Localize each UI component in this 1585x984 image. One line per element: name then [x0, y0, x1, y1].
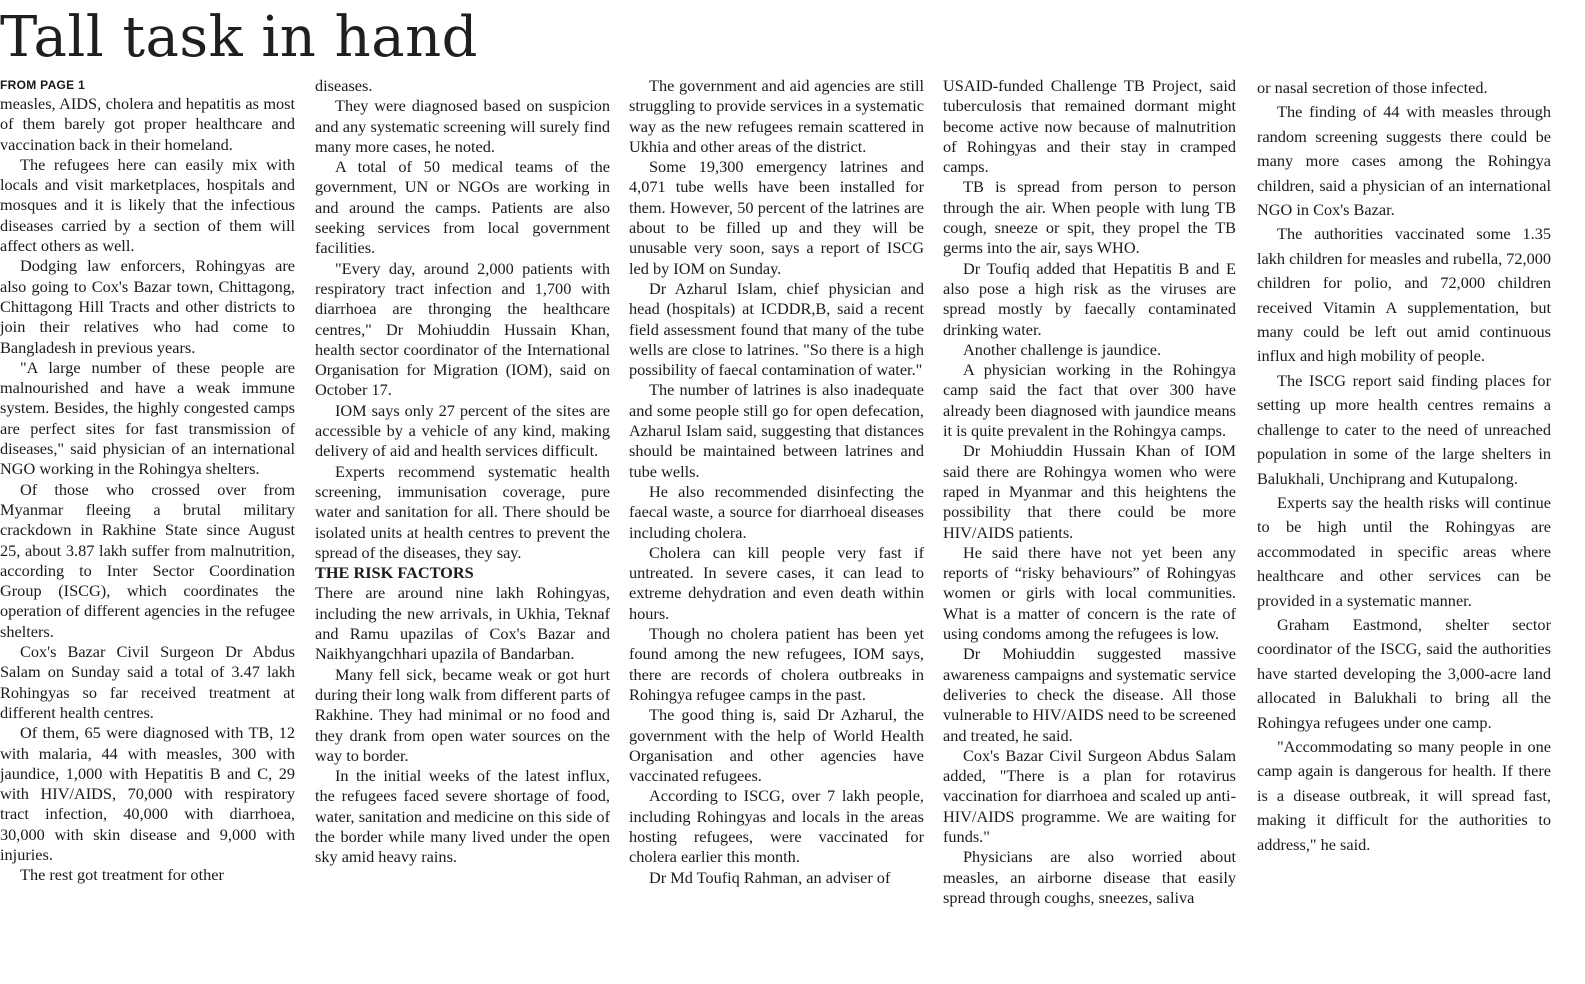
- paragraph: Dr Azharul Islam, chief physician and head (hospitals) at ICDDR,B, said a recent field assessment found that many of the tube wells are close to latrines. "So there is a high possibility of faecal contamination of water.": [629, 278, 924, 380]
- paragraph: A physician working in the Rohingya camp said the fact that over 300 have already been diagnosed with jaundice means it is quite prevalent in the Rohingya camps.: [943, 360, 1236, 441]
- paragraph: measles, AIDS, cholera and hepatitis as most of them barely got proper healthcare and vaccination back in their homeland.: [0, 94, 295, 154]
- article-column-3: [629, 76, 924, 888]
- paragraph: The authorities vaccinated some 1.35 lakh children for measles and rubella, 72,000 children for polio, and 72,000 children received Vitamin A supplementation, but many could be left out amid continuous influx and high mobility of people.: [1257, 224, 1551, 366]
- paragraph: Dr Toufiq added that Hepatitis B and E also pose a high risk as the viruses are spread mostly by faecally contaminated drinking water.: [943, 258, 1236, 339]
- paragraph: There are around nine lakh Rohingyas, including the new arrivals, in Ukhia, Teknaf and Ramu upazilas of Cox's Bazar and Naikhyangchhari upazila of Bandarban.: [315, 583, 610, 664]
- kicker: FROM PAGE 1: [0, 78, 86, 92]
- paragraph: The rest got treatment for other: [20, 865, 224, 885]
- paragraph: Graham Eastmond, shelter sector coordinator of the ISCG, said the authorities have started developing the 3,000-acre land allocated in Balukhali to bring all the Rohingya refugees under one camp.: [1257, 614, 1551, 732]
- paragraph: Cox's Bazar Civil Surgeon Abdus Salam added, "There is a plan for rotavirus vaccination for diarrhoea and scaled up anti-HIV/AIDS programme. We are waiting for funds.": [943, 745, 1236, 846]
- headline: Tall task in hand: [0, 5, 479, 70]
- article-column-4: [943, 76, 1236, 908]
- paragraph: Of those who crossed over from Myanmar fleeing a brutal military crackdown in Rakhine State since August 25, about 3.87 lakh suffer from malnutrition, according to Inter Sector Coordination Group (ISCG), which coordinates the operation of different agencies in the refugee shelters.: [0, 479, 295, 641]
- article-column-2: [315, 76, 610, 868]
- paragraph: The good thing is, said Dr Azharul, the government with the help of World Health Organisation and other agencies have vaccinated refugees.: [629, 705, 924, 786]
- paragraph: Cox's Bazar Civil Surgeon Dr Abdus Salam on Sunday said a total of 3.47 lakh Rohingyas so far received treatment at different health centres.: [0, 642, 295, 722]
- paragraph: Experts recommend systematic health screening, immunisation coverage, pure water and sanitation for all. There should be isolated units at health centres to prevent the spread of the diseases, they say.: [315, 461, 610, 562]
- paragraph: Many fell sick, became weak or got hurt during their long walk from different parts of Rakhine. They had minimal or no food and they drank from open water sources on the way to border.: [315, 664, 610, 765]
- paragraph: USAID-funded Challenge TB Project, said tuberculosis that remained dormant might become active now because of malnutrition of Rohingyas and their stay in cramped camps.: [943, 76, 1236, 177]
- paragraph: The finding of 44 with measles through random screening suggests there could be many more cases among the Rohingya children, said a physician of an international NGO in Cox's Bazar.: [1257, 102, 1551, 220]
- paragraph: Another challenge is jaundice.: [963, 339, 1162, 359]
- paragraph: He also recommended disinfecting the faecal waste, a source for diarrhoeal diseases including cholera.: [629, 481, 924, 542]
- paragraph: He said there have not yet been any reports of “risky behaviours” of Rohingyas women or girls with local communities. What is a matter of concern is the rate of using condoms among the refugees is low.: [943, 542, 1236, 644]
- paragraph: Dr Md Toufiq Rahman, an adviser of: [649, 867, 891, 887]
- paragraph: They were diagnosed based on suspicion and any systematic screening will surely find many more cases, he noted.: [315, 96, 610, 156]
- paragraph: "A large number of these people are malnourished and have a weak immune system. Besides, the highly congested camps are perfect sites for fast transmission of diseases," said physician of an international NGO working in the Rohingya shelters.: [0, 357, 295, 479]
- paragraph: IOM says only 27 percent of the sites are accessible by a vehicle of any kind, making delivery of aid and health services difficult.: [315, 400, 610, 461]
- paragraph: Experts say the health risks will continue to be high until the Rohingyas are accommodated in specific areas where healthcare and other services can be provided in a systematic manner.: [1257, 492, 1551, 610]
- paragraph: "Accommodating so many people in one camp again is dangerous for health. If there is a disease outbreak, it will spread fast, making it difficult for the authorities to address," he said.: [1257, 736, 1551, 854]
- paragraph: The ISCG report said finding places for setting up more health centres remains a challenge to cater to the need of unreached population in some of the large shelters in Balukhali, Unchiprang and Kutupalong.: [1257, 370, 1551, 488]
- paragraph: Dr Mohiuddin suggested massive awareness campaigns and systematic service deliveries to check the disease. All those vulnerable to HIV/AIDS need to be screened and treated, he said.: [943, 644, 1236, 745]
- paragraph: Some 19,300 emergency latrines and 4,071 tube wells have been installed for them. However, 50 percent of the latrines are about to be filled up and they will be unusable very soon, says a report of ISCG led by IOM on Sunday.: [629, 157, 924, 278]
- article-column-1: [0, 76, 295, 886]
- paragraph: "Every day, around 2,000 patients with respiratory tract infection and 1,700 with diarrhoea are thronging the healthcare centres," Dr Mohiuddin Hussain Khan, health sector coordinator of the International Organisation for Migration (IOM), said on October 17.: [315, 258, 610, 400]
- paragraph: According to ISCG, over 7 lakh people, including Rohingyas and locals in the areas hosting refugees, were vaccinated for cholera earlier this month.: [629, 786, 924, 867]
- paragraph: Cholera can kill people very fast if untreated. In severe cases, it can lead to extreme dehydration and even death within hours.: [629, 542, 924, 623]
- paragraph: TB is spread from person to person through the air. When people with lung TB cough, sneeze or spit, they propel the TB germs into the air, says WHO.: [943, 177, 1236, 258]
- paragraph: diseases.: [315, 76, 373, 95]
- paragraph: A total of 50 medical teams of the government, UN or NGOs are working in and around the camps. Patients are also seeking services from local government facilities.: [315, 157, 610, 258]
- paragraph: Dr Mohiuddin Hussain Khan of IOM said there are Rohingya women who were raped in Myanmar and this heightens the possibility that there could be more HIV/AIDS patients.: [943, 441, 1236, 542]
- paragraph: Though no cholera patient has been yet found among the new refugees, IOM says, there are records of cholera outbreaks in Rohingya refugee camps in the past.: [629, 624, 924, 704]
- paragraph: The refugees here can easily mix with locals and visit marketplaces, hospitals and mosques and it is likely that the infectious diseases carried by a section of them will affect others as well.: [0, 154, 295, 256]
- paragraph: or nasal secretion of those infected.: [1257, 78, 1488, 97]
- paragraph: Dodging law enforcers, Rohingyas are also going to Cox's Bazar town, Chittagong, Chittagong Hill Tracts and other districts to join their relatives who had come to Bangladesh in previous years.: [0, 256, 295, 357]
- paragraph: The government and aid agencies are still struggling to provide services in a systematic way as the new refugees remain scattered in Ukhia and other areas of the district.: [629, 76, 924, 156]
- article-column-5: [1257, 76, 1551, 857]
- paragraph: In the initial weeks of the latest influx, the refugees faced severe shortage of food, water, sanitation and medicine on this side of the border while many lived under the open sky amid heavy rains.: [315, 766, 610, 867]
- section-subhead: THE RISK FACTORS: [315, 563, 474, 583]
- paragraph: The number of latrines is also inadequate and some people still go for open defecation, Azharul Islam said, suggesting that distances should be maintained between latrines and tube wells.: [629, 380, 924, 481]
- paragraph: Of them, 65 were diagnosed with TB, 12 with malaria, 44 with measles, 300 with jaundice, 1,000 with Hepatitis B and C, 29 with HIV/AIDS, 70,000 with respiratory tract infection, 40,000 with diarrhoea, 30,000 with skin disease and 9,000 with injuries.: [0, 723, 295, 864]
- paragraph: Physicians are also worried about measles, an airborne disease that easily spread through coughs, sneezes, saliva: [943, 847, 1236, 907]
